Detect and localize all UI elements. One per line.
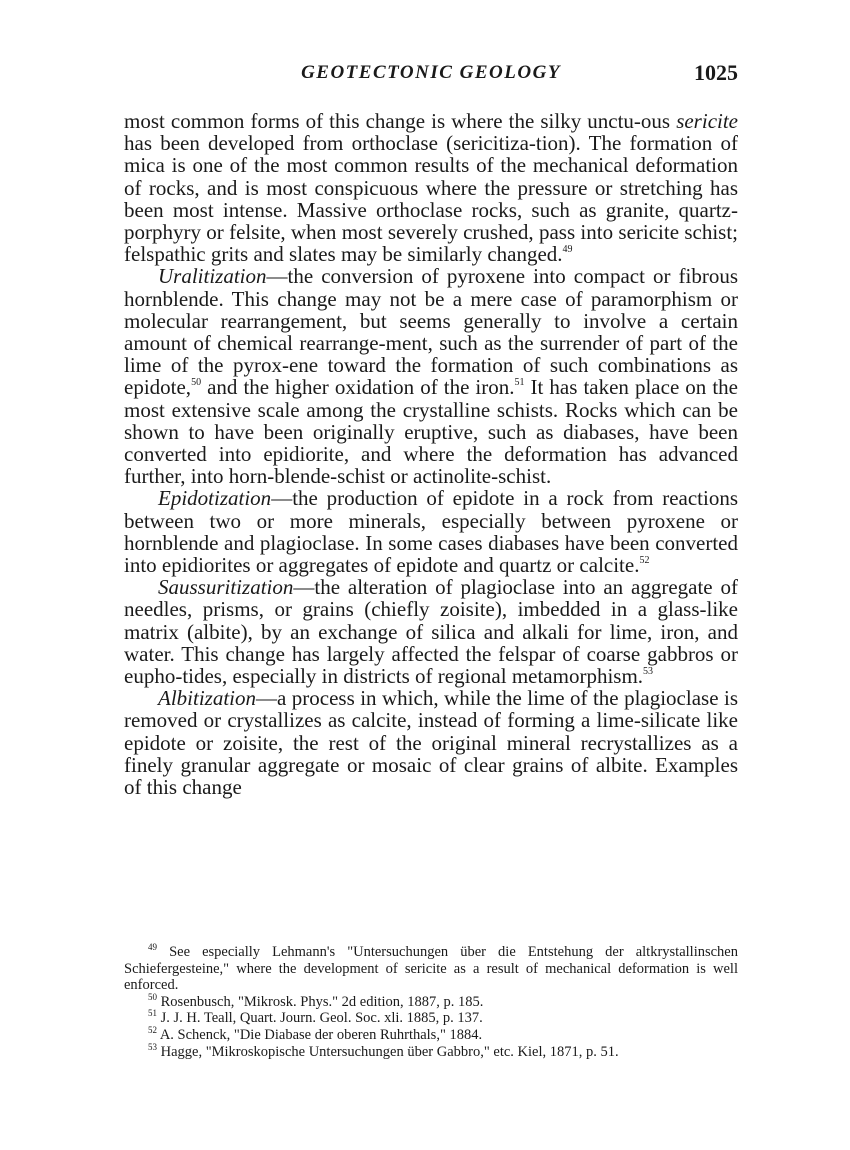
page-header <box>124 62 738 92</box>
paragraph <box>124 487 738 576</box>
term-heading: Uralitization <box>158 264 267 289</box>
paragraph-text: most common forms of this change is where the silky unctu-ous <box>124 109 677 133</box>
paragraph <box>124 265 738 487</box>
footnote-ref: 53 <box>643 666 654 678</box>
paragraph-text: has been developed from orthoclase (sericitiza-tion). The formation of mica is one of the most common results of the mechanical deformation of rocks, and is most conspicuous where the pressure or stretching has been most intense. Massive orthoclase rocks, such as granite, quartz-porphyry or felsite, when most severely crushed, pass into sericite schist; felspathic grits and slates may be similarly changed. <box>124 131 738 267</box>
paragraph-text: It has taken place on the most extensive scale among the crystalline schists. Rocks which can be shown to have been originally eruptive, such as diabases, have been converted into epidiorite, and where the deformation has advanced further, into horn-blende-schist or actinolite-schist. <box>124 375 738 489</box>
footnote-number: 49 <box>148 942 157 952</box>
footnote-number: 50 <box>148 991 157 1002</box>
term-heading: Albitization <box>158 686 257 711</box>
footnote-text: Rosenbusch, "Mikrosk. Phys." 2d edition, 1887, p. 185. <box>157 993 484 1010</box>
footnote <box>124 944 738 994</box>
footnote-number: 53 <box>148 1041 157 1052</box>
paragraph-text: and the higher oxidation of the iron. <box>201 375 515 400</box>
paragraph <box>124 576 738 687</box>
footnote-ref: 49 <box>562 244 573 256</box>
body-text <box>124 110 738 798</box>
footnote <box>124 1041 738 1061</box>
footnote-text: J. J. H. Teall, Quart. Journ. Geol. Soc. xli. 1885, p. 137. <box>157 1010 483 1027</box>
running-title: GEOTECTONIC GEOLOGY <box>301 62 561 83</box>
footnote-text: See especially Lehmann's "Untersuchungen über die Entstehung der altkrystallinschen Schiefergesteine," where the development of sericite as a result of mechanical deformation is well enforced. <box>124 944 738 994</box>
footnote-number: 52 <box>148 1024 157 1035</box>
footnote <box>124 1024 738 1044</box>
footnote-number: 51 <box>148 1008 157 1019</box>
footnote-text: Hagge, "Mikroskopische Untersuchungen über Gabbro," etc. Kiel, 1871, p. 51. <box>157 1043 619 1060</box>
footnotes <box>124 944 738 1060</box>
paragraph <box>124 687 738 798</box>
footnote <box>124 991 738 1011</box>
footnote-ref: 51 <box>514 377 525 389</box>
term-heading: Epidotization <box>158 486 272 511</box>
paragraph-text: —the conversion of pyroxene into compact or fibrous hornblende. This change may not be a mere case of paramorphism or molecular rearrangement, but seems generally to involve a certain amount of chemical rearrange-ment, such as the surrender of part of the lime of the pyrox-ene toward the formation of such combinations as epidote, <box>124 264 738 400</box>
paragraph-text: —the production of epidote in a rock from reactions between two or more minerals, especially between pyroxene or hornblende and plagioclase. In some cases diabases have been converted into epidiorites or aggregates of epidote and quartz or calcite. <box>124 486 738 578</box>
footnote-ref: 52 <box>639 555 650 567</box>
footnote-ref: 50 <box>191 377 202 389</box>
term-heading: sericite <box>676 109 738 133</box>
term-heading: Saussuritization <box>158 575 294 600</box>
footnote <box>124 1010 738 1027</box>
paragraph <box>124 110 738 265</box>
footnote-text: A. Schenck, "Die Diabase der oberen Ruhrthals," 1884. <box>157 1026 483 1043</box>
paragraph-text: —a process in which, while the lime of the plagioclase is removed or crystallizes as calcite, instead of forming a lime-silicate like epidote or zoisite, the rest of the original mineral recrystallizes as a finely granular aggregate or mosaic of clear grains of albite. Examples of this change <box>124 686 738 800</box>
page-number: 1025 <box>694 60 738 85</box>
paragraph-text: —the alteration of plagioclase into an aggregate of needles, prisms, or grains (chiefly zoisite), imbedded in a glass-like matrix (albite), by an exchange of silica and alkali for lime, iron, and water. This change has largely affected the felspar of coarse gabbros or eupho-tides, especially in districts of regional metamorphism. <box>124 575 738 689</box>
